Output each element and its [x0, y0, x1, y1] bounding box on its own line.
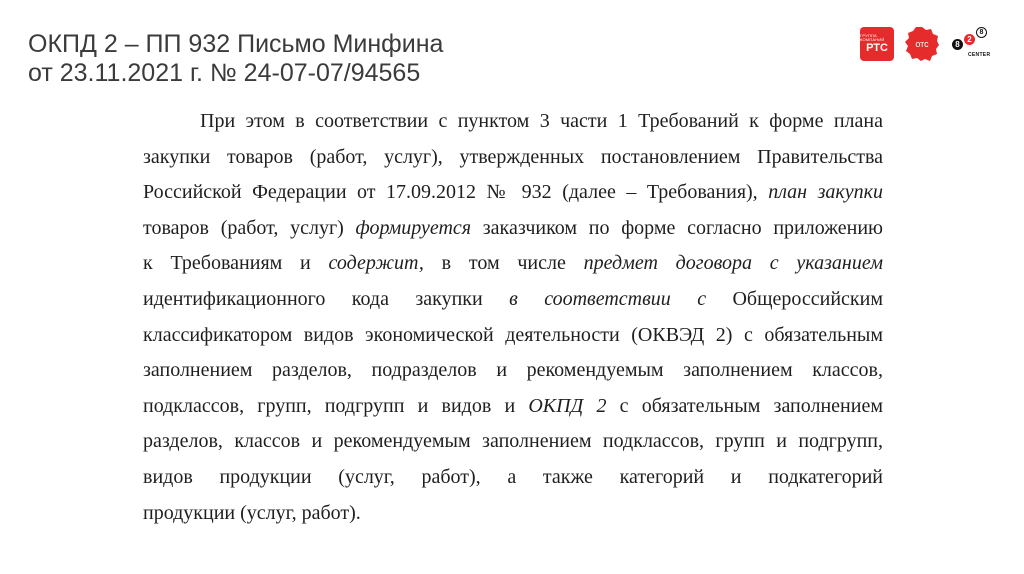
- body-text: товаров (работ, услуг): [143, 216, 356, 239]
- emphasis-text: план закупки: [768, 181, 883, 204]
- slide-title: [28, 30, 443, 88]
- document-line: [143, 424, 883, 460]
- body-text: заполнением разделов, подразделов и рекомендуемым заполнением классов,: [143, 359, 883, 382]
- b2b-logo-mid: 2: [964, 34, 975, 45]
- rts-logo-caption: ГРУППА КОМПАНИЙ: [860, 33, 885, 42]
- emphasis-text: ОКПД 2: [528, 394, 607, 417]
- document-line: [143, 282, 883, 318]
- body-text: закупки товаров (работ, услуг), утвержденных постановлением Правительства: [143, 145, 883, 168]
- document-line: [143, 318, 883, 354]
- body-text: разделов, классов и рекомендуемым заполнением подклассов, групп и подгрупп,: [143, 430, 883, 453]
- b2b-logo-caption: CENTER: [968, 52, 991, 58]
- body-text: подклассов, групп, подгрупп и видов и: [143, 394, 529, 417]
- emphasis-text: содержит,: [328, 252, 424, 275]
- document-line: [143, 175, 883, 211]
- body-text: продукции (услуг, работ).: [143, 501, 361, 524]
- rts-logo-text: РТС: [866, 42, 888, 54]
- document-line: [143, 389, 883, 425]
- partner-logos: [860, 26, 990, 62]
- b2b-logo-left: 8: [952, 39, 963, 50]
- otc-logo-text: отс: [915, 39, 929, 49]
- body-text: идентификационного кода закупки: [143, 287, 510, 310]
- b2b-center-logo: [950, 25, 990, 63]
- body-text: классификатором видов экономической деятельности (ОКВЭД 2) с обязательным: [143, 323, 883, 346]
- body-text: Российской Федерации от 17.09.2012 № 932 (далее – Требования),: [143, 181, 769, 204]
- otc-logo: [904, 26, 940, 62]
- document-line: [143, 246, 883, 282]
- document-line: [143, 211, 883, 247]
- document-line: [143, 496, 883, 532]
- document-line: [143, 104, 883, 140]
- slide-title-line-1: ОКПД 2 – ПП 932 Письмо Минфина: [28, 30, 444, 58]
- body-text: в том числе: [423, 252, 584, 275]
- b2b-logo-right: 8: [976, 27, 987, 38]
- body-text: видов продукции (услуг, работ), а также категорий и подкатегорий: [143, 465, 883, 488]
- document-line: [143, 353, 883, 389]
- body-text: заказчиком по форме согласно приложению: [471, 216, 883, 239]
- emphasis-text: формируется: [355, 216, 472, 239]
- document-excerpt: [143, 104, 883, 531]
- slide-title-line-2: от 23.11.2021 г. № 24-07-07/94565: [28, 59, 421, 87]
- document-line: [143, 140, 883, 176]
- body-text: Общероссийским: [706, 287, 883, 310]
- body-text: с обязательным заполнением: [606, 394, 883, 417]
- body-text: При этом в соответствии с пунктом 3 части 1 Требований к форме плана: [200, 110, 883, 132]
- document-line: [143, 460, 883, 496]
- rts-logo: [860, 27, 894, 61]
- body-text: к Требованиям и: [143, 252, 329, 275]
- emphasis-text: предмет договора с указанием: [583, 252, 883, 275]
- emphasis-text: в соответствии с: [509, 287, 707, 310]
